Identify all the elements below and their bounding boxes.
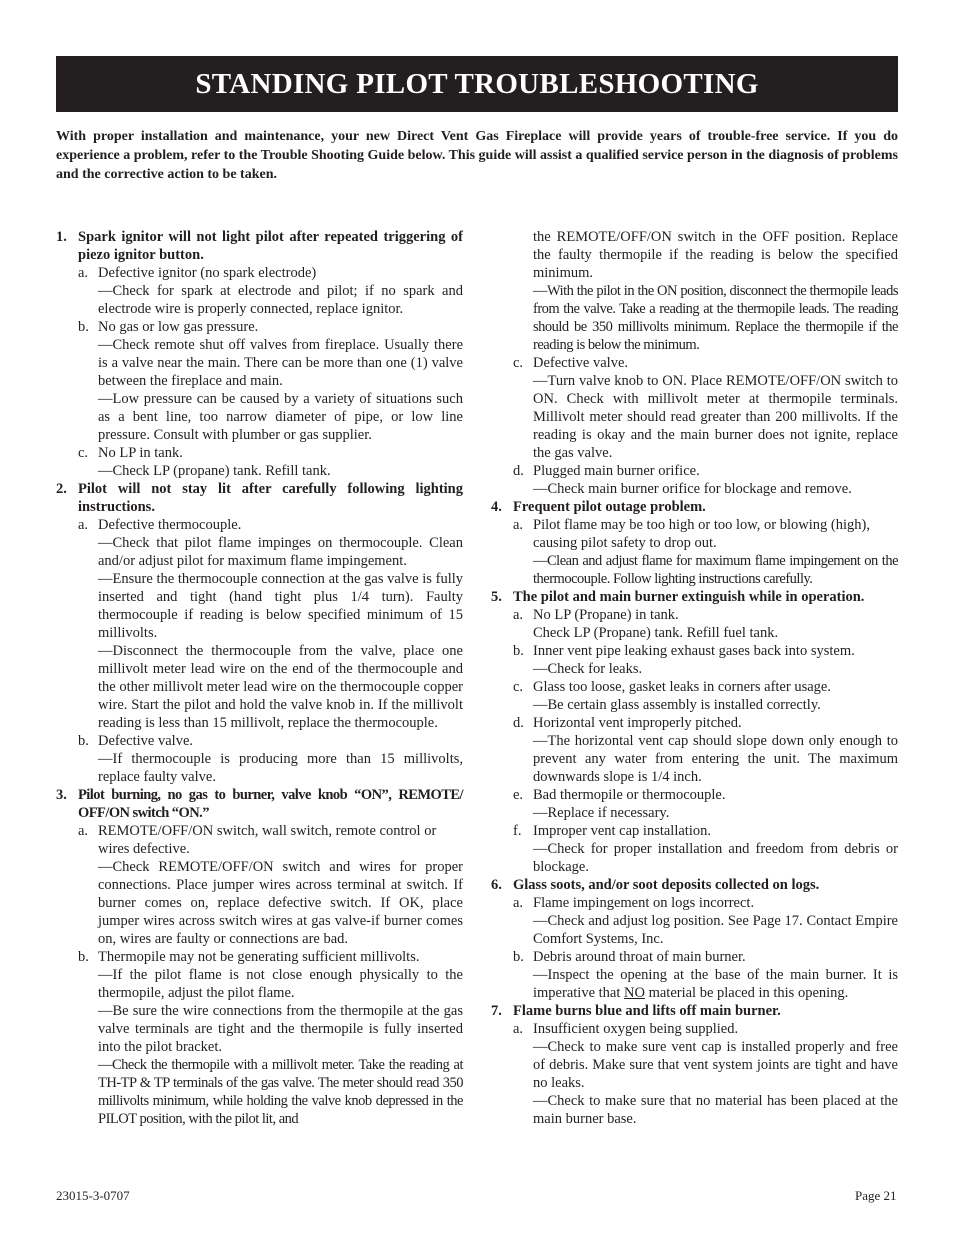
page-number: Page 21 (855, 1188, 897, 1203)
cause-text: REMOTE/OFF/ON switch, wall switch, remote control or wires defective. (98, 823, 437, 857)
cause-item (513, 786, 898, 804)
corrective-action: —Check for leaks. (533, 661, 643, 677)
cause-item (513, 678, 898, 696)
cause-text: Defective ignitor (no spark electrode) (98, 265, 317, 281)
problem-heading (56, 480, 463, 516)
cause-item (78, 516, 463, 534)
problem-number: 7. (491, 1003, 502, 1019)
cause-text: No LP (Propane) in tank. (533, 607, 679, 623)
cause-text: No LP in tank. (98, 445, 183, 461)
problem-title: Flame burns blue and lifts off main burner. (513, 1003, 781, 1019)
corrective-action: —Check LP (propane) tank. Refill tank. (98, 463, 331, 479)
cause-text: Defective valve. (533, 355, 629, 371)
cause-letter: c. (513, 679, 524, 695)
cause-item (513, 642, 898, 660)
right-column (491, 228, 898, 1128)
problem-number: 6. (491, 877, 502, 893)
problem-title: Glass soots, and/or soot deposits collected on logs. (513, 877, 820, 893)
cause-text: Plugged main burner orifice. (533, 463, 700, 479)
problem-heading (491, 876, 898, 894)
corrective-action: —Disconnect the thermocouple from the valve, place one millivolt meter lead wire on the end of the thermocouple and the other millivolt meter lead wire on the thermocouple copper wire. Start the pilot and hold the valve knob in. If the millivolt reading is less than 15 millivolt, replace the thermocouple. (98, 643, 463, 731)
cause-text: Bad thermopile or thermocouple. (533, 787, 726, 803)
corrective-action: —Low pressure can be caused by a variety of situations such as a bent line, too narrow diameter of pipe, or low line pressure. Consult with plumber or gas supplier. (98, 391, 463, 443)
cause-letter: a. (513, 1021, 524, 1037)
corrective-action: —Check to make sure that no material has been placed at the main burner base. (533, 1093, 898, 1127)
corrective-action: —Check the thermopile with a millivolt meter. Take the reading at TH-TP & TP terminals of the gas valve. The meter should read 350 millivolts minimum, while holding the valve knob depressed in the PILOT position, with the pilot lit, and (98, 1057, 463, 1127)
cause-text: Flame impingement on logs incorrect. (533, 895, 755, 911)
cause-text: Insufficient oxygen being supplied. (533, 1021, 739, 1037)
cause-item (78, 948, 463, 966)
cause-letter: d. (513, 715, 524, 731)
corrective-action: —With the pilot in the ON position, disconnect the thermopile leads from the valve. Take a reading at the thermopile leads. The reading should be 350 millivolts minimum. Replace the thermopile if the reading is below the minimum. (533, 283, 898, 353)
problem-title: Frequent pilot outage problem. (513, 499, 706, 515)
cause-item (513, 516, 898, 552)
cause-item (78, 444, 463, 462)
corrective-action: —Inspect the opening at the base of the main burner. It is imperative that NO material be placed in this opening. (533, 967, 898, 1001)
cause-item (513, 714, 898, 732)
cause-letter: d. (513, 463, 524, 479)
cause-item (78, 318, 463, 336)
cause-letter: f. (513, 823, 522, 839)
corrective-action: —Check for spark at electrode and pilot; if no spark and electrode wire is properly connected, replace ignitor. (98, 283, 463, 317)
cause-letter: a. (513, 895, 524, 911)
cause-letter: a. (78, 823, 89, 839)
corrective-action: —Check to make sure vent cap is installed properly and free of debris. Make sure that vent system joints are tight and have no leaks. (533, 1039, 898, 1091)
problem-heading (56, 228, 463, 264)
problem-number: 4. (491, 499, 502, 515)
cause-letter: c. (513, 355, 524, 371)
problem-heading (56, 786, 463, 822)
cause-text: Inner vent pipe leaking exhaust gases back into system. (533, 643, 855, 659)
title-banner (56, 56, 898, 112)
cause-item (513, 894, 898, 912)
corrective-action: —Check REMOTE/OFF/ON switch and wires for proper connections. Place jumper wires across terminal at switch. If burner comes on, replace defective switch. If OK, place jumper wires across switch wires at gas valve-if burner comes on, wires are faulty or connections are bad. (98, 859, 463, 947)
problem-number: 1. (56, 229, 67, 245)
problem-number: 5. (491, 589, 502, 605)
corrective-action: —Ensure the thermocouple connection at the gas valve is fully inserted and tight (hand tight plus 1/4 turn). Faulty thermocouple if reading is below specified minimum of 15 millivolts. (98, 571, 463, 641)
corrective-action: —Check that pilot flame impinges on thermocouple. Clean and/or adjust pilot for maximum flame impingement. (98, 535, 463, 569)
cause-item (78, 732, 463, 750)
problem-title: Pilot burning, no gas to burner, valve knob “ON”, REMOTE/ OFF/ON switch “ON.” (78, 787, 463, 821)
problem-heading (491, 1002, 898, 1020)
corrective-action: —If thermocouple is producing more than 15 millivolts, replace faulty valve. (98, 751, 463, 785)
cause-letter: b. (78, 319, 89, 335)
cause-text: Defective valve. (98, 733, 194, 749)
corrective-action: —Check and adjust log position. See Page 17. Contact Empire Comfort Systems, Inc. (533, 913, 898, 947)
corrective-action: —Check remote shut off valves from fireplace. Usually there is a valve near the main. There can be more than one (1) valve between the fireplace and main. (98, 337, 463, 389)
corrective-action: —The horizontal vent cap should slope down only enough to prevent any water from entering the unit. The maximum downwards slope is 1/4 inch. (533, 733, 898, 785)
cause-text: Pilot flame may be too high or too low, or blowing (high), causing pilot safety to drop out. (533, 517, 870, 551)
cause-letter: a. (513, 517, 524, 533)
cause-text: No gas or low gas pressure. (98, 319, 259, 335)
corrective-action: —If the pilot flame is not close enough physically to the thermopile, adjust the pilot flame. (98, 967, 463, 1001)
cause-text: Thermopile may not be generating sufficient millivolts. (98, 949, 420, 965)
cause-text: Glass too loose, gasket leaks in corners after usage. (533, 679, 831, 695)
cause-letter: b. (513, 643, 524, 659)
cause-letter: a. (513, 607, 524, 623)
document-number: 23015-3-0707 (56, 1188, 130, 1203)
problem-title: Spark ignitor will not light pilot after repeated triggering of piezo ignitor button. (78, 229, 463, 263)
intro-paragraph: With proper installation and maintenance, your new Direct Vent Gas Fireplace will provide years of trouble-free service. If you do experience a problem, refer to the Trouble Shooting Guide below. This guide will assist a qualified service person in the diagnosis of problems and the corrective action to be taken. (56, 129, 898, 182)
cause-letter: b. (78, 949, 89, 965)
cause-letter: e. (513, 787, 524, 803)
cause-item (513, 462, 898, 480)
cause-letter: b. (513, 949, 524, 965)
corrective-action: the REMOTE/OFF/ON switch in the OFF position. Replace the faulty thermopile if the reading is below the specified minimum. (533, 229, 898, 281)
problem-title: Pilot will not stay lit after carefully following lighting instructions. (78, 481, 463, 515)
cause-item (78, 264, 463, 282)
corrective-action: —Turn valve knob to ON. Place REMOTE/OFF/ON switch to ON. Check with millivolt meter at thermopile terminals. Millivolt meter should read greater than 200 millivolts. If the reading is okay and the main burner does not ignite, replace the gas valve. (533, 373, 898, 461)
cause-letter: b. (78, 733, 89, 749)
cause-item (513, 948, 898, 966)
corrective-action: —Be certain glass assembly is installed correctly. (533, 697, 821, 713)
cause-letter: c. (78, 445, 89, 461)
cause-item (513, 606, 898, 624)
cause-letter: a. (78, 265, 89, 281)
left-column (56, 228, 463, 1128)
problem-title: The pilot and main burner extinguish while in operation. (513, 589, 865, 605)
cause-item (513, 1020, 898, 1038)
emphasis-underline: NO (624, 985, 645, 1001)
cause-text: Defective thermocouple. (98, 517, 242, 533)
problem-heading (491, 498, 898, 516)
corrective-action: Check LP (Propane) tank. Refill fuel tank. (533, 625, 779, 641)
cause-text: Debris around throat of main burner. (533, 949, 746, 965)
problem-number: 3. (56, 787, 67, 803)
cause-item (78, 822, 463, 858)
corrective-action: —Check for proper installation and freedom from debris or blockage. (533, 841, 898, 875)
cause-text: Improper vent cap installation. (533, 823, 711, 839)
corrective-action: —Be sure the wire connections from the thermopile at the gas valve terminals are tight and the thermopile is fully inserted into the pilot bracket. (98, 1003, 463, 1055)
cause-item (513, 822, 898, 840)
corrective-action: —Check main burner orifice for blockage and remove. (533, 481, 852, 497)
corrective-action: —Clean and adjust flame for maximum flame impingement on the thermocouple. Follow lighting instructions carefully. (533, 553, 898, 587)
cause-text: Horizontal vent improperly pitched. (533, 715, 742, 731)
problem-heading (491, 588, 898, 606)
problem-number: 2. (56, 481, 67, 497)
cause-item (513, 354, 898, 372)
page-title: STANDING PILOT TROUBLESHOOTING (195, 67, 759, 100)
cause-letter: a. (78, 517, 89, 533)
corrective-action: —Replace if necessary. (533, 805, 670, 821)
